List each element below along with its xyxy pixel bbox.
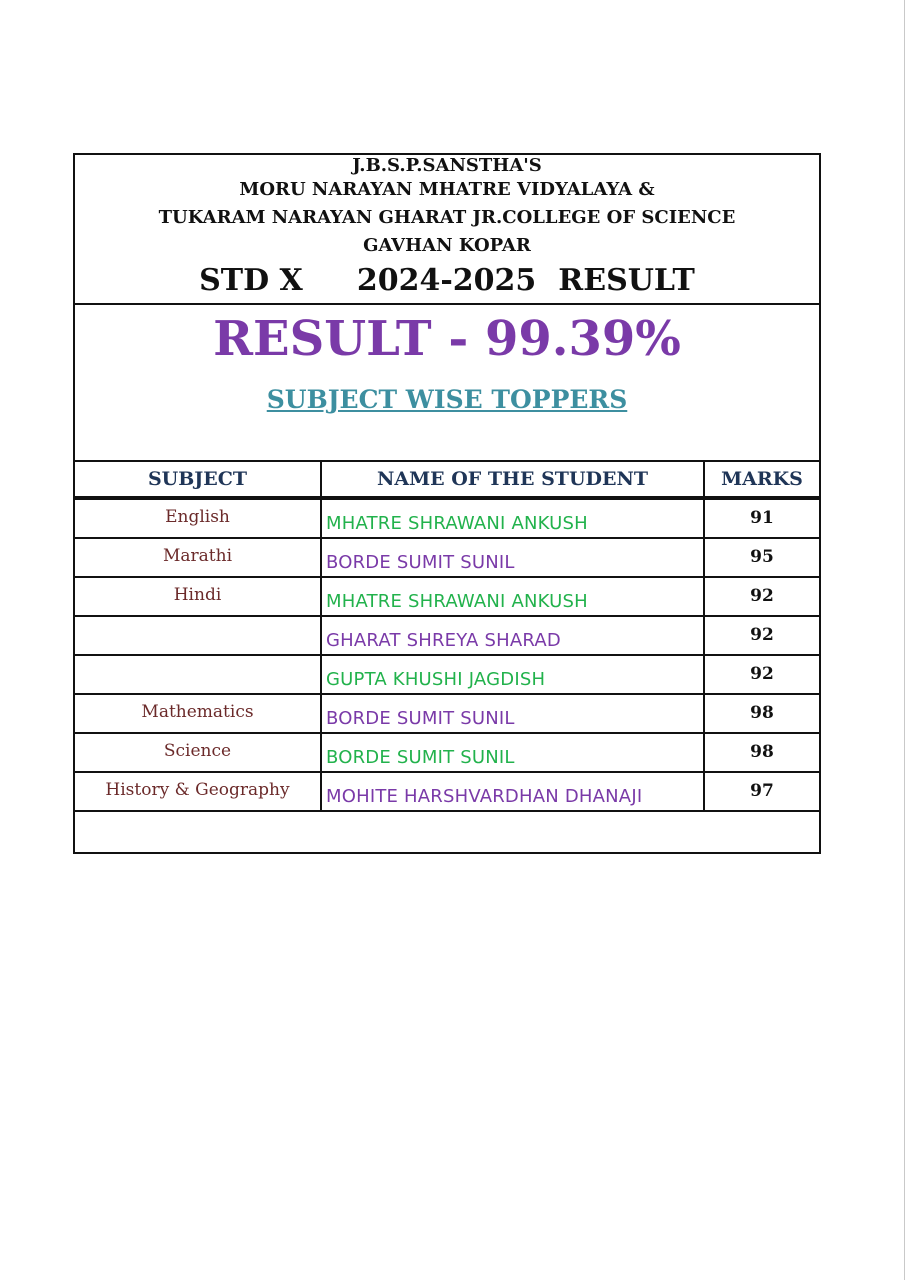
marks-cell	[703, 695, 819, 732]
table-body	[75, 498, 819, 810]
year-label: 2024-2025	[356, 263, 537, 298]
subject-text: English	[165, 507, 230, 527]
marks-cell	[703, 500, 819, 537]
school-name: MORU NARAYAN MHATRE VIDYALAYA &	[239, 179, 655, 200]
marks-value: 91	[750, 508, 774, 528]
marks-cell	[703, 617, 819, 654]
subject-text: Hindi	[173, 585, 222, 605]
table-header-row	[75, 460, 819, 498]
table-row	[75, 732, 819, 771]
student-name-cell	[320, 578, 703, 615]
student-name-cell	[320, 734, 703, 771]
student-name-cell	[320, 695, 703, 732]
std-label: STD X	[199, 263, 303, 298]
college-name: TUKARAM NARAYAN GHARAT JR.COLLEGE OF SCIENCE	[158, 207, 736, 228]
subject-cell	[75, 617, 320, 654]
student-name: MOHITE HARSHVARDHAN DHANAJI	[326, 786, 643, 807]
table-row	[75, 693, 819, 732]
location: GAVHAN KOPAR	[363, 235, 531, 256]
table-footer-row	[75, 810, 819, 853]
result-summary	[75, 305, 819, 460]
name-header: NAME OF THE STUDENT	[320, 462, 703, 496]
table-row	[75, 537, 819, 576]
subject-text: History & Geography	[105, 780, 290, 800]
subject-cell	[75, 656, 320, 693]
student-name-cell	[320, 500, 703, 537]
result-title	[75, 261, 819, 301]
toppers-subtitle: SUBJECT WISE TOPPERS	[266, 385, 628, 414]
student-name: BORDE SUMIT SUNIL	[326, 747, 515, 768]
table-row	[75, 771, 819, 810]
subject-cell	[75, 578, 320, 615]
result-sheet	[73, 153, 821, 854]
subject-cell	[75, 695, 320, 732]
marks-value: 98	[750, 703, 774, 723]
marks-value: 92	[750, 664, 774, 684]
subject-cell	[75, 500, 320, 537]
student-name: BORDE SUMIT SUNIL	[326, 708, 515, 729]
student-name-cell	[320, 773, 703, 810]
marks-value: 98	[750, 742, 774, 762]
marks-header: MARKS	[703, 462, 819, 496]
toppers-table	[75, 460, 819, 853]
subject-text: Science	[163, 741, 232, 761]
table-row	[75, 615, 819, 654]
sanstha-name: J.B.S.P.SANSTHA'S	[352, 155, 542, 176]
marks-value: 92	[750, 586, 774, 606]
student-name: MHATRE SHRAWANI ANKUSH	[326, 591, 588, 612]
subject-cell	[75, 539, 320, 576]
marks-value: 95	[750, 547, 774, 567]
subject-cell	[75, 773, 320, 810]
subject-cell	[75, 734, 320, 771]
marks-cell	[703, 578, 819, 615]
subject-header: SUBJECT	[147, 468, 248, 490]
result-percentage: RESULT - 99.39%	[213, 311, 681, 367]
school-header	[75, 155, 819, 305]
marks-cell	[703, 734, 819, 771]
student-name: GUPTA KHUSHI JAGDISH	[326, 669, 546, 690]
subject-text: Marathi	[162, 546, 233, 566]
student-name-cell	[320, 656, 703, 693]
student-name: GHARAT SHREYA SHARAD	[326, 630, 561, 651]
marks-cell	[703, 539, 819, 576]
marks-value: 97	[750, 781, 774, 801]
marks-value: 92	[750, 625, 774, 645]
subject-text: Mathematics	[141, 702, 254, 722]
table-row	[75, 498, 819, 537]
student-name: MHATRE SHRAWANI ANKUSH	[326, 513, 588, 534]
table-row	[75, 654, 819, 693]
table-row	[75, 576, 819, 615]
marks-cell	[703, 773, 819, 810]
student-name: BORDE SUMIT SUNIL	[326, 552, 515, 573]
student-name-cell	[320, 617, 703, 654]
result-word: RESULT	[558, 263, 695, 298]
student-name-cell	[320, 539, 703, 576]
marks-cell	[703, 656, 819, 693]
